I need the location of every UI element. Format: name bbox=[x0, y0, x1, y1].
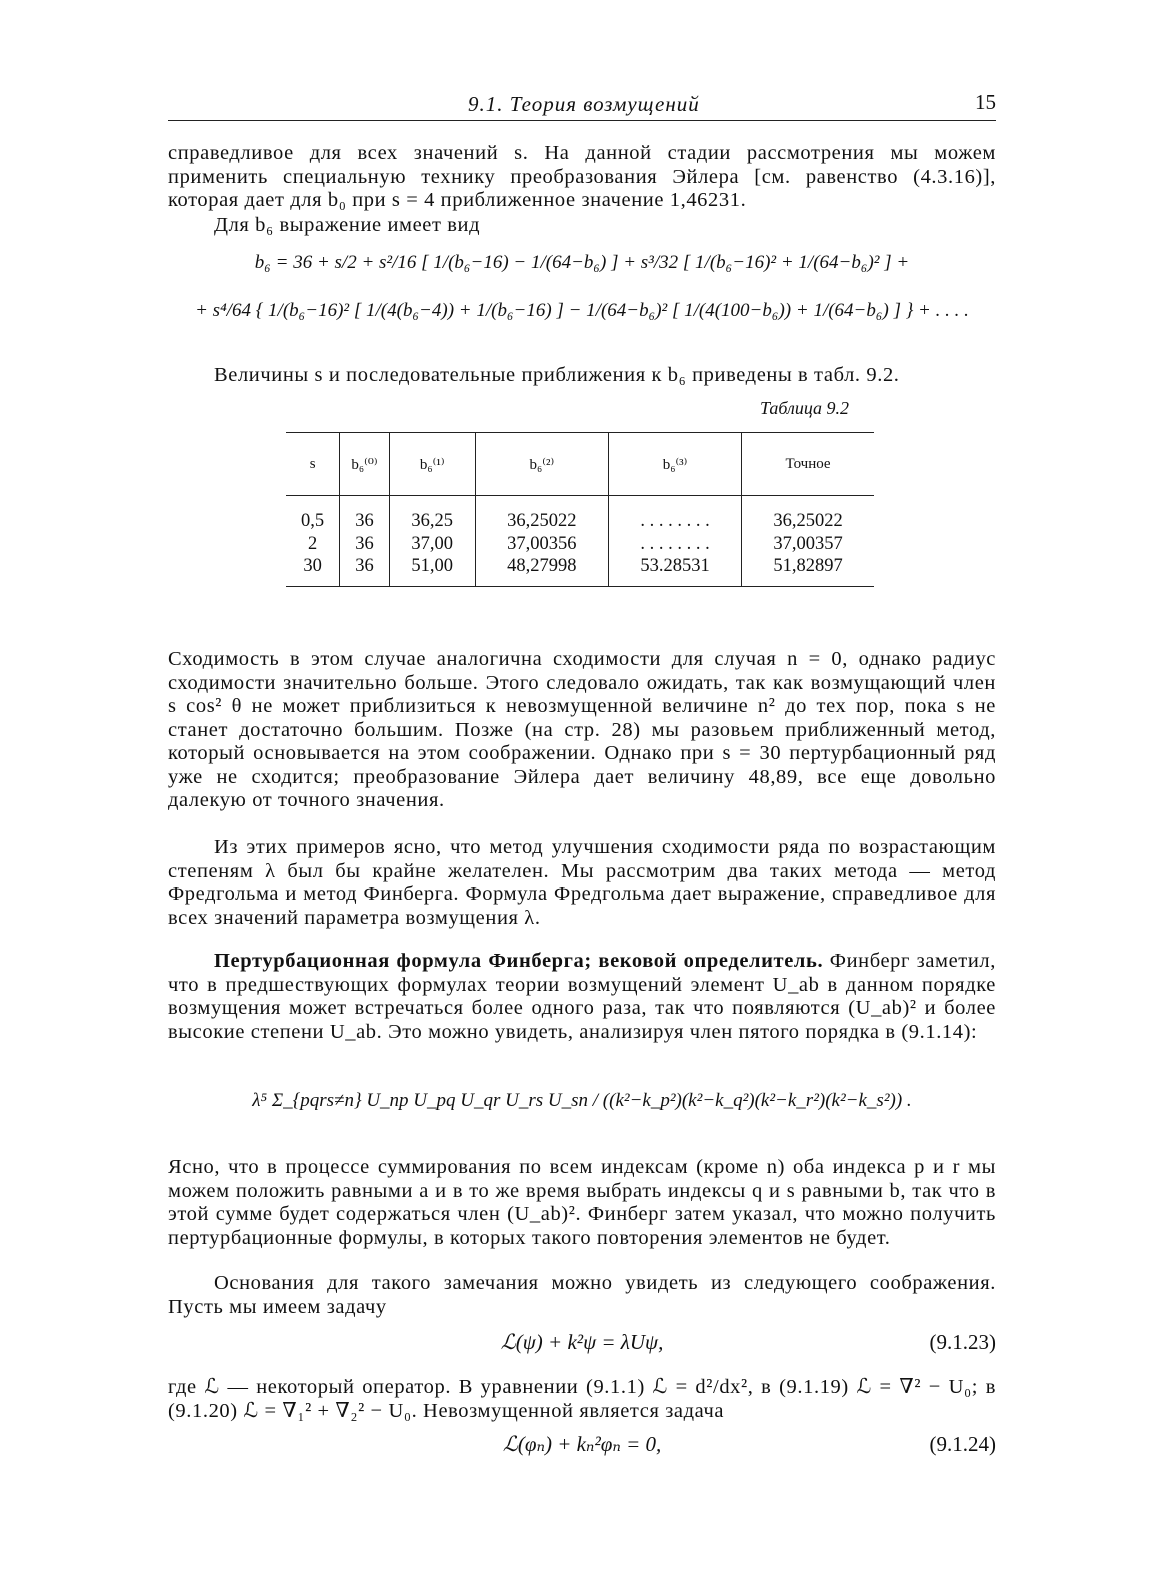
table-row bbox=[286, 510, 874, 533]
equation-9-1-23-text: ℒ(ψ) + k²ψ = λUψ, bbox=[500, 1330, 664, 1354]
table-cell: 36,25 bbox=[389, 510, 475, 533]
table-cell: 2 bbox=[307, 534, 318, 554]
table-cell: 48,27998 bbox=[475, 556, 608, 587]
table-spacer-cell bbox=[286, 496, 340, 511]
table-cell: 37,00356 bbox=[475, 533, 608, 556]
equation-9-1-23-number: (9.1.23) bbox=[929, 1330, 996, 1354]
table-cell: 37,00357 bbox=[742, 533, 874, 556]
equation-b6-line1-text: b₆ = 36 + s/2 + s²/16 [ 1/(b₆−16) − 1/(64−b₆) ] + s³/32 [ 1/(b₆−16)² + 1/(64−b₆)² ] + bbox=[254, 252, 910, 273]
table-spacer-cell bbox=[608, 496, 741, 511]
table-cell: 36 bbox=[340, 533, 389, 556]
table-spacer-cell bbox=[742, 496, 874, 511]
table-row bbox=[286, 533, 874, 556]
table-cell: 36,25022 bbox=[742, 510, 874, 533]
table-header-cell: s bbox=[286, 433, 340, 496]
table-header-cell: b₆⁽⁰⁾ bbox=[340, 433, 389, 496]
table-cell: 51,00 bbox=[389, 556, 475, 587]
table-cell: . . . . . . . . bbox=[608, 533, 741, 556]
table-header-cell: b₆⁽¹⁾ bbox=[389, 433, 475, 496]
equation-b6-line2 bbox=[168, 300, 996, 340]
table-cell: . . . . . . . . bbox=[608, 510, 741, 533]
table-cell: 0,5 bbox=[301, 511, 325, 531]
table-cell: 30 bbox=[286, 556, 340, 587]
table-9-2 bbox=[286, 432, 874, 587]
paragraph-1: справедливое для всех значений s. На данной стадии рассмотрения мы можем применить специальную технику преобразования Эйлера [см. равенство (4.3.16)], которая дает для b₀ при s = 4 приближенное значение 1,46231. bbox=[168, 142, 996, 211]
table-cell: 51,82897 bbox=[742, 556, 874, 587]
equation-b6-line2-text: + s⁴/64 { 1/(b₆−16)² [ 1/(4(b₆−4)) + 1/(b₆−16) ] − 1/(64−b₆)² [ 1/(4(100−b₆)) + 1/(64−b₆) ] } + . . . . bbox=[195, 300, 969, 321]
table-row bbox=[286, 556, 874, 587]
paragraph-6-body: Финберг заметил, что в предшествующих формулах теории возмущений элемент U_ab в данном порядке возмущения может встречаться более одного раза, так что появляются (U_ab)² и более высокие степени U_ab. Это можно увидеть, анализируя член пятого порядка в (9.1.14): bbox=[168, 950, 996, 1043]
equation-9-1-24-text: ℒ(φₙ) + kₙ²φₙ = 0, bbox=[502, 1432, 662, 1456]
paragraph-3: Величины s и последовательные приближения к b₆ приведены в табл. 9.2. bbox=[214, 364, 900, 386]
table-spacer-cell bbox=[389, 496, 475, 511]
paragraph-2: Для b₆ выражение имеет вид bbox=[214, 214, 481, 236]
table-spacer-cell bbox=[340, 496, 389, 511]
table-spacer-cell bbox=[475, 496, 608, 511]
table-cell: 53.28531 bbox=[608, 556, 741, 587]
paragraph-7: Ясно, что в процессе суммирования по всем индексам (кроме n) оба индекса p и r мы можем положить равными a и в то же время выбрать индексы q и s равными b, так что в этой сумме будет содержаться член (U_ab)². Финберг затем указал, что можно получить пертурбационные формулы, в которых такого повторения элементов не будет. bbox=[168, 1156, 996, 1249]
paragraph-6 bbox=[168, 950, 996, 1044]
equation-fifth-order-text: λ⁵ Σ_{pqrs≠n} U_np U_pq U_qr U_rs U_sn / ((k²−k_p²)(k²−k_q²)(k²−k_r²)(k²−k_s²)) . bbox=[252, 1090, 912, 1111]
table-cell: 37,00 bbox=[389, 533, 475, 556]
equation-9-1-24-number: (9.1.24) bbox=[929, 1432, 996, 1456]
table-spacer-row bbox=[286, 496, 874, 511]
page-header bbox=[168, 88, 996, 121]
equation-9-1-23 bbox=[168, 1330, 996, 1370]
paragraph-9: где ℒ — некоторый оператор. В уравнении (9.1.1) ℒ = d²/dx², в (9.1.19) ℒ = ∇² − U₀; в (9.1.20) ℒ = ∇₁² + ∇₂² − U₀. Невозмущенной является задача bbox=[168, 1376, 996, 1422]
table-cell: 36 bbox=[340, 510, 389, 533]
equation-fifth-order bbox=[168, 1090, 996, 1140]
table-header-cell: Точное bbox=[742, 433, 874, 496]
table-cell: 36 bbox=[340, 556, 389, 587]
page-number: 15 bbox=[975, 90, 996, 114]
equation-9-1-24 bbox=[168, 1432, 996, 1472]
table-cell: 36,25022 bbox=[475, 510, 608, 533]
table-caption: Таблица 9.2 bbox=[760, 398, 850, 418]
running-title: 9.1. Теория возмущений bbox=[468, 92, 700, 116]
paragraph-4: Сходимость в этом случае аналогична сходимости для случая n = 0, однако радиус сходимости значительно больше. Этого следовало ожидать, так как возмущающий член s cos² θ не может приблизиться к невозмущенной величине n² до тех пор, пока s не станет достаточно большим. Позже (на стр. 28) мы разовьем приближенный метод, который основывается на этом соображении. Однако при s = 30 пертурбационный ряд уже не сходится; преобразование Эйлера дает величину 48,89, все еще довольно далекую от точного значения. bbox=[168, 648, 996, 811]
table-header-row bbox=[286, 433, 874, 496]
equation-b6-line1 bbox=[168, 252, 996, 292]
table-header-cell: b₆⁽³⁾ bbox=[608, 433, 741, 496]
paragraph-8: Основания для такого замечания можно увидеть из следующего соображения. Пусть мы имеем задачу bbox=[168, 1272, 996, 1318]
table-header-cell: b₆⁽²⁾ bbox=[475, 433, 608, 496]
section-heading: Пертурбационная формула Финберга; вековой определитель. bbox=[214, 950, 824, 972]
paragraph-5: Из этих примеров ясно, что метод улучшения сходимости ряда по возрастающим степеням λ был бы крайне желателен. Мы рассмотрим два таких метода — метод Фредгольма и метод Финберга. Формула Фредгольма дает выражение, справедливое для всех значений параметра возмущения λ. bbox=[168, 836, 996, 929]
